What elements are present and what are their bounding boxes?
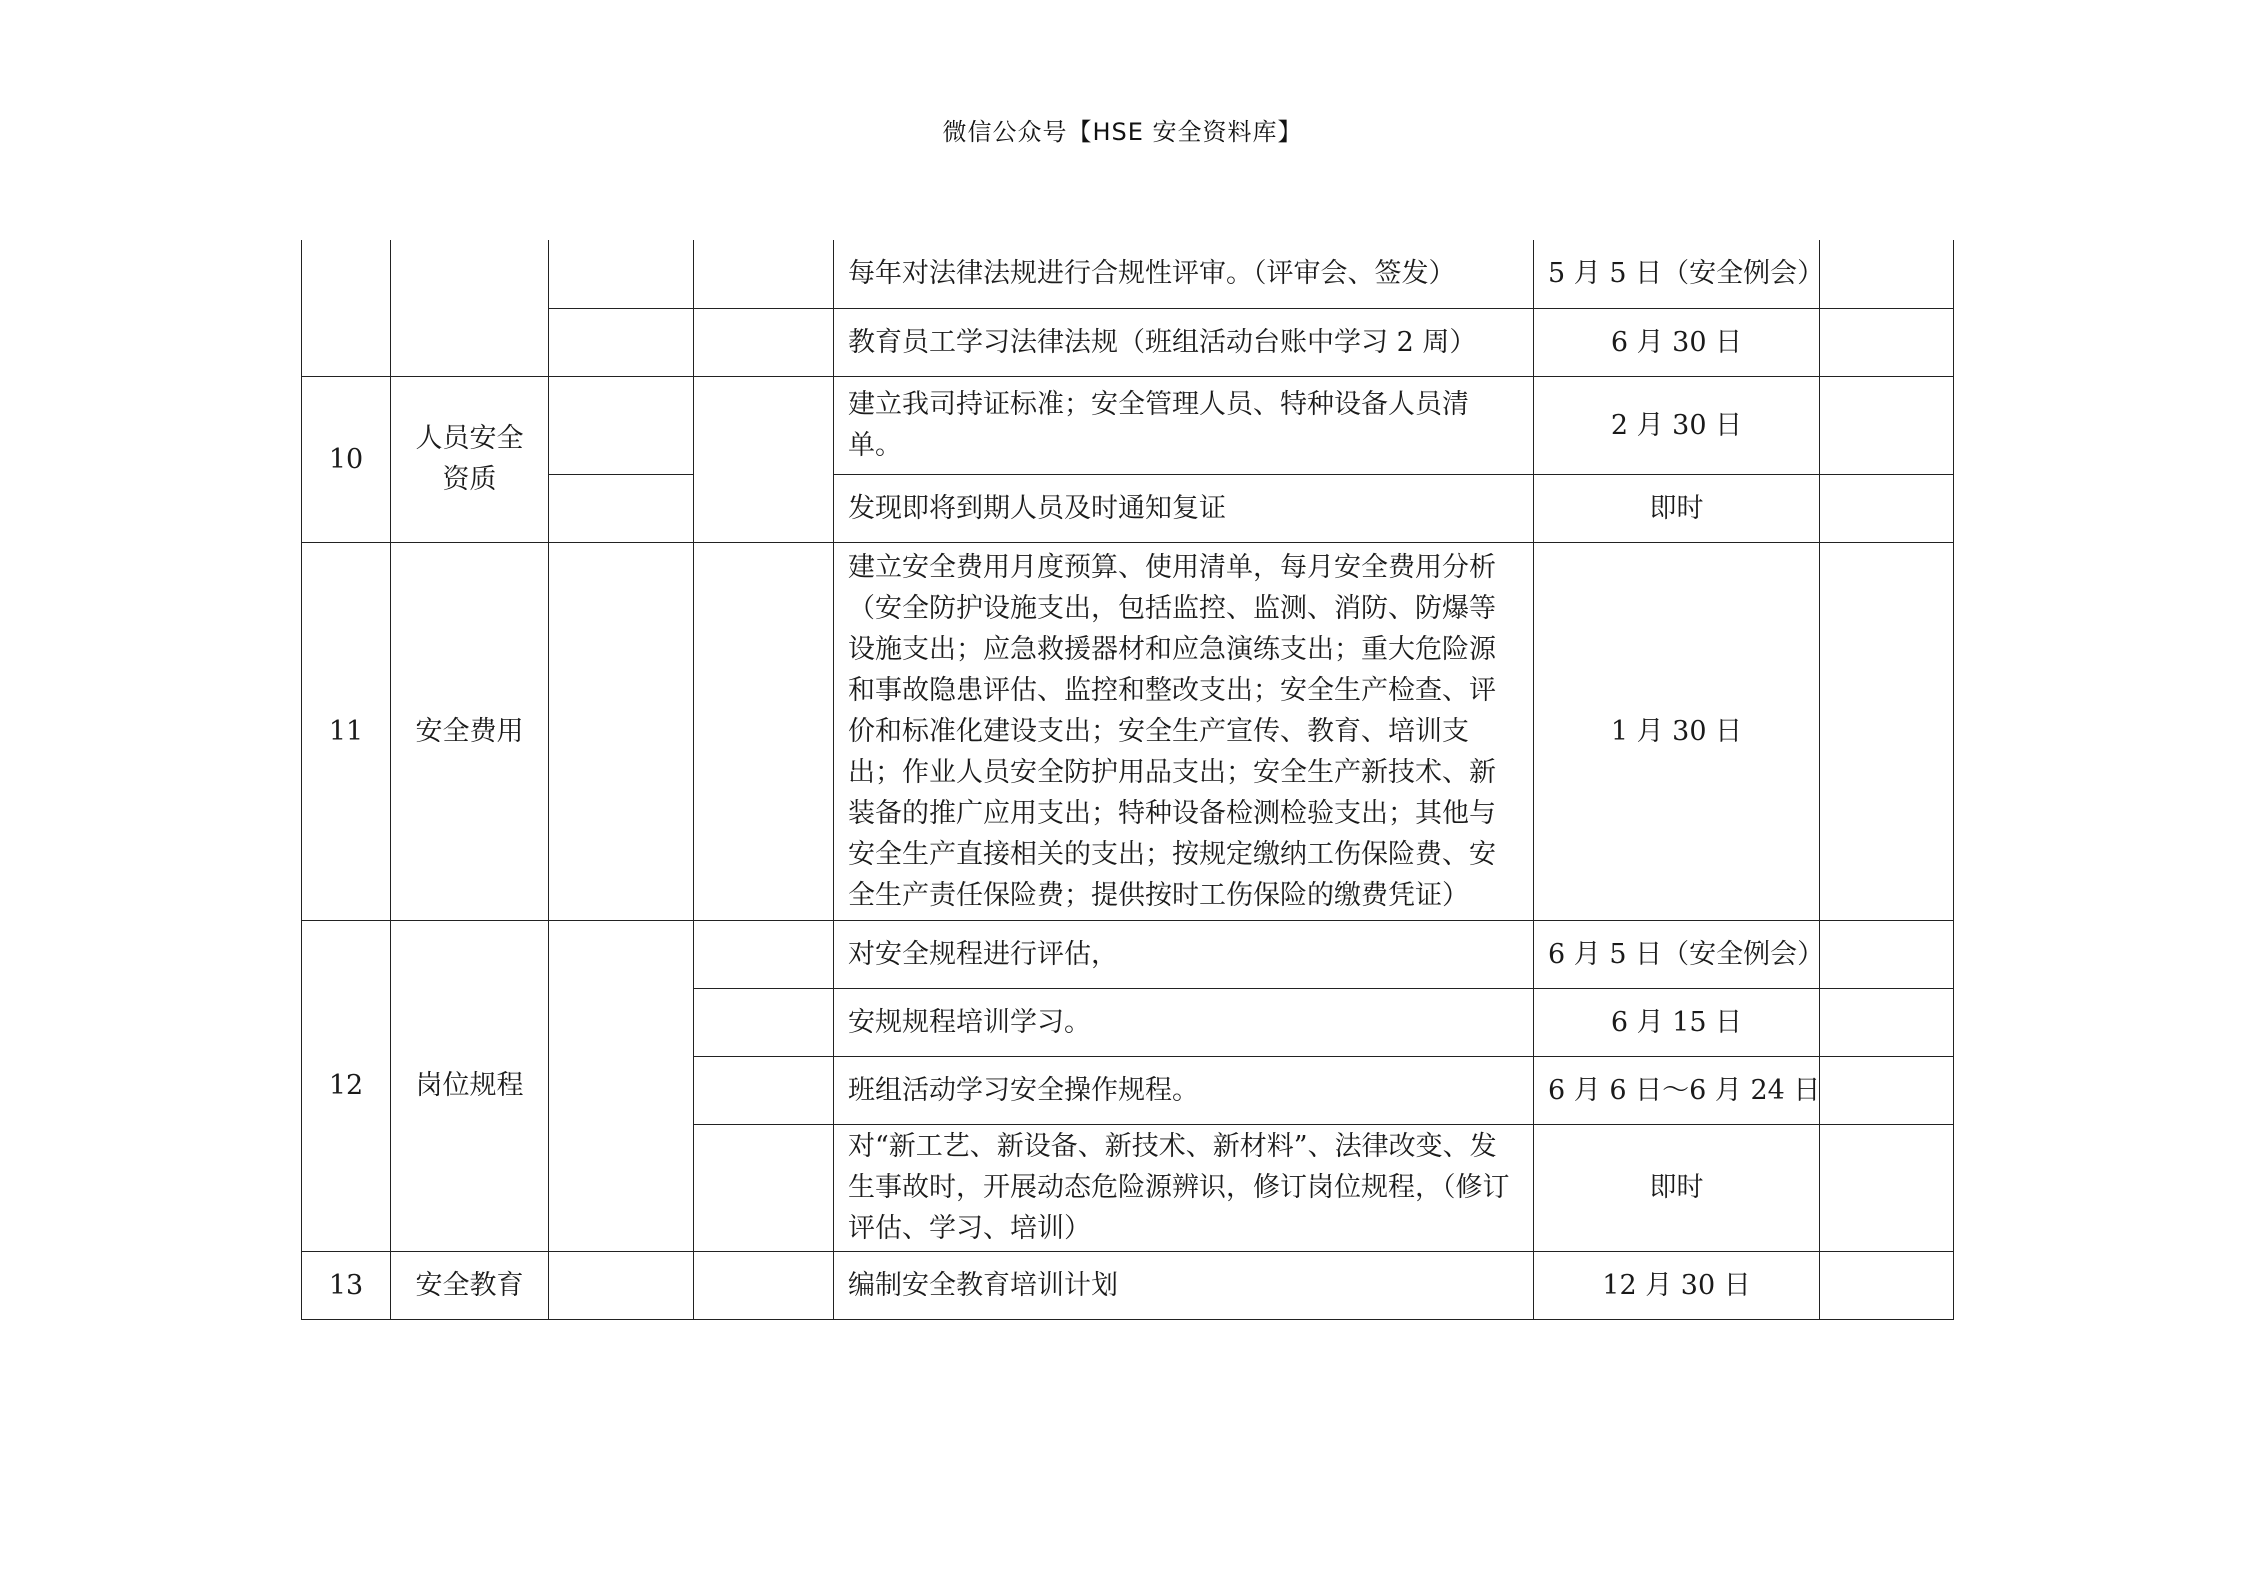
cell-item: 人员安全资质 [391,376,549,542]
cell-content: 每年对法律法规进行合规性评审。（评审会、签发） [834,240,1534,308]
cell-blank [549,240,694,308]
cell-content: 发现即将到期人员及时通知复证 [834,474,1534,542]
cell-item: 岗位规程 [391,920,549,1251]
cell-no: 12 [302,920,391,1251]
cell-note [1820,988,1954,1056]
cell-blank [549,920,694,1251]
cell-no: 11 [302,542,391,920]
cell-blank [549,542,694,920]
table-row [302,240,1954,308]
table-row [302,474,1954,542]
cell-blank [549,474,694,542]
cell-blank [694,376,834,542]
cell-item [391,240,549,376]
cell-blank [694,920,834,988]
cell-date: 6 月 5 日（安全例会） [1534,920,1820,988]
cell-blank [694,1056,834,1124]
cell-date: 6 月 6 日～6 月 24 日 [1534,1056,1820,1124]
cell-date: 即时 [1534,1124,1820,1251]
cell-blank [694,1124,834,1251]
cell-date: 2 月 30 日 [1534,376,1820,474]
table-row [302,308,1954,376]
cell-blank [549,376,694,474]
cell-date: 1 月 30 日 [1534,542,1820,920]
cell-note [1820,920,1954,988]
cell-note [1820,1251,1954,1319]
cell-item: 安全教育 [391,1251,549,1319]
cell-content: 建立安全费用月度预算、使用清单，每月安全费用分析（安全防护设施支出，包括监控、监测、消防、防爆等设施支出；应急救援器材和应急演练支出；重大危险源和事故隐患评估、监控和整改支出；安全生产检查、评价和标准化建设支出；安全生产宣传、教育、培训支出；作业人员安全防护用品支出；安全生产新技术、新装备的推广应用支出；特种设备检测检验支出；其他与安全生产直接相关的支出；按规定缴纳工伤保险费、安全生产责任保险费；提供按时工伤保险的缴费凭证） [834,542,1534,920]
cell-content: 安规规程培训学习。 [834,988,1534,1056]
cell-note [1820,1056,1954,1124]
cell-blank [549,1251,694,1319]
cell-note [1820,376,1954,474]
cell-blank [549,308,694,376]
cell-note [1820,1124,1954,1251]
cell-blank [694,988,834,1056]
cell-content: 班组活动学习安全操作规程。 [834,1056,1534,1124]
cell-content: 建立我司持证标准；安全管理人员、特种设备人员清单。 [834,376,1534,474]
cell-no: 10 [302,376,391,542]
cell-no [302,240,391,376]
cell-content: 教育员工学习法律法规（班组活动台账中学习 2 周） [834,308,1534,376]
safety-plan-table [301,240,1954,1320]
cell-date: 5 月 5 日（安全例会） [1534,240,1820,308]
plan-table-container [301,240,1953,1320]
table-row [302,920,1954,988]
cell-date: 12 月 30 日 [1534,1251,1820,1319]
table-row [302,1251,1954,1319]
cell-content: 对“新工艺、新设备、新技术、新材料”、法律改变、发生事故时，开展动态危险源辨识，修订岗位规程，（修订评估、学习、培训） [834,1124,1534,1251]
cell-blank [694,542,834,920]
cell-date: 6 月 15 日 [1534,988,1820,1056]
cell-note [1820,240,1954,308]
cell-blank [694,240,834,308]
page-header: 微信公众号【HSE 安全资料库】 [942,118,1303,146]
cell-item: 安全费用 [391,542,549,920]
cell-blank [694,308,834,376]
table-row [302,376,1954,474]
cell-date: 6 月 30 日 [1534,308,1820,376]
cell-no: 13 [302,1251,391,1319]
cell-note [1820,308,1954,376]
table-row [302,542,1954,920]
cell-blank [694,1251,834,1319]
cell-note [1820,474,1954,542]
cell-content: 对安全规程进行评估， [834,920,1534,988]
cell-content: 编制安全教育培训计划 [834,1251,1534,1319]
cell-date: 即时 [1534,474,1820,542]
cell-note [1820,542,1954,920]
